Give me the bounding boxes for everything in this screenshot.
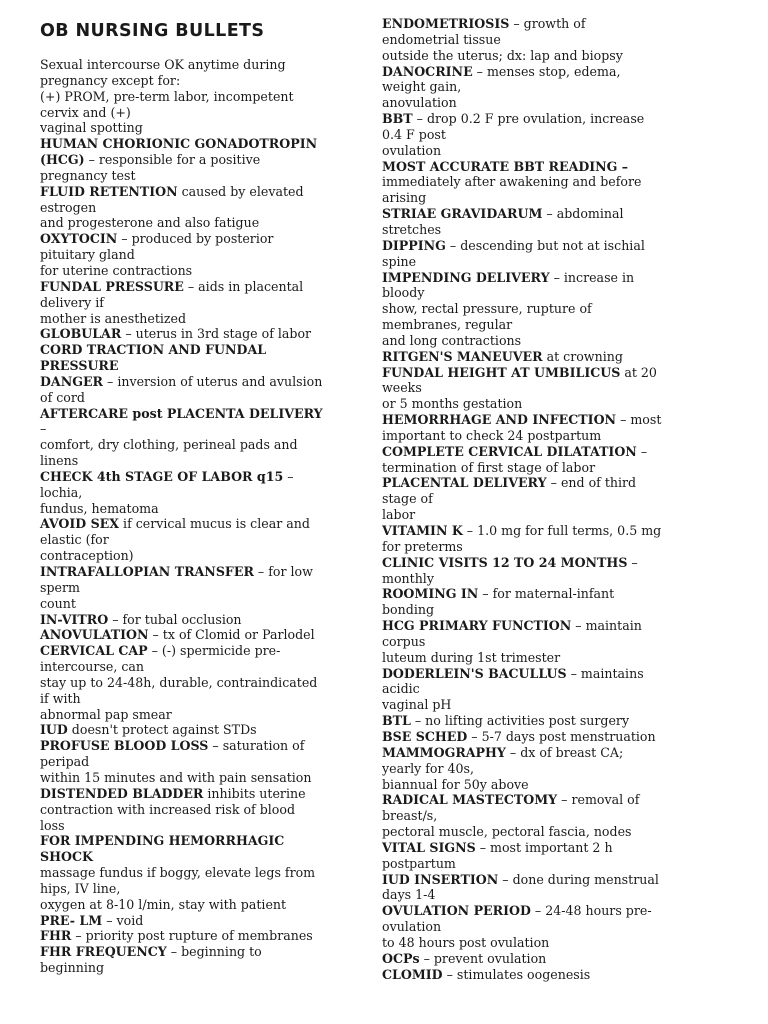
- left-entry: [40, 516, 350, 564]
- entry-text: – tx of Clomid or Parlodel: [148, 627, 315, 643]
- right-entry: [382, 586, 682, 618]
- entry-line: pregnancy except for:: [40, 72, 181, 88]
- entry-line: [382, 666, 682, 682]
- entry-line: mother is anesthetized: [40, 310, 187, 326]
- entry-line: ovulation: [382, 919, 442, 935]
- entry-term-continued: PRESSURE: [40, 358, 119, 374]
- entry-term: DANGER: [40, 373, 104, 389]
- entry-line: to 48 hours post ovulation: [382, 934, 550, 950]
- entry-line: vaginal pH: [382, 697, 452, 713]
- entry-text: – growth of: [509, 16, 586, 31]
- entry-line: corpus: [382, 633, 426, 649]
- entry-text: –: [283, 468, 294, 484]
- entry-line: biannual for 50y above: [382, 776, 529, 792]
- entry-term: DANOCRINE: [382, 63, 473, 79]
- entry-term: ENDOMETRIOSIS: [382, 16, 510, 31]
- left-entry: [40, 944, 350, 976]
- entry-term: OVULATION PERIOD: [382, 903, 531, 919]
- entry-text: – 24-48 hours pre-: [530, 903, 652, 919]
- entry-line: breast/s,: [382, 808, 438, 824]
- entry-term: RITGEN'S MANEUVER: [382, 348, 543, 364]
- entry-term: FLUID RETENTION: [40, 183, 178, 199]
- entry-text: – maintains: [566, 665, 644, 681]
- entry-line: cervix and (+): [40, 104, 131, 120]
- entry-line: contraction with increased risk of blood: [40, 801, 296, 817]
- entry-text: – void: [102, 912, 144, 928]
- entry-line: bonding: [382, 602, 435, 618]
- left-entry: [40, 57, 350, 136]
- entry-text: – saturation of: [208, 738, 305, 754]
- entry-line: [40, 152, 350, 168]
- entry-line: labor: [382, 507, 416, 523]
- right-entry: [382, 238, 682, 270]
- left-entry: [40, 928, 350, 944]
- right-column: [382, 16, 682, 982]
- entry-line: (+) PROM, pre-term labor, incompetent: [40, 88, 294, 104]
- entry-line: immediately after awakening and before: [382, 174, 642, 190]
- entry-term: IUD: [40, 722, 68, 738]
- entry-line: ovulation: [382, 142, 442, 158]
- entry-term: OCPs: [382, 950, 420, 966]
- entry-line: and long contractions: [382, 332, 522, 348]
- entry-text: at crowning: [542, 348, 623, 364]
- entry-term: ROOMING IN: [382, 586, 479, 602]
- entry-term: MOST ACCURATE BBT READING –: [382, 158, 629, 174]
- entry-term: DIPPING: [382, 237, 446, 253]
- entry-line: stay up to 24-48h, durable, contraindicated: [40, 674, 318, 690]
- entry-text: – descending but not at ischial: [445, 237, 645, 253]
- entry-line: [382, 159, 682, 175]
- entry-text: Sexual intercourse OK anytime during: [40, 57, 286, 72]
- entry-line: [40, 722, 350, 738]
- left-entry: [40, 374, 350, 406]
- entry-line: [40, 279, 350, 295]
- entry-text: – most: [616, 412, 662, 428]
- left-entry: [40, 184, 350, 232]
- entry-line: [382, 349, 682, 365]
- entry-line: sperm: [40, 579, 80, 595]
- entry-line: if with: [40, 690, 81, 706]
- entry-line: weight gain,: [382, 79, 462, 95]
- right-entry: [382, 270, 682, 349]
- entry-term: IN-VITRO: [40, 611, 109, 627]
- left-entry: [40, 643, 350, 722]
- left-entry: [40, 738, 350, 786]
- entry-line: for uterine contractions: [40, 262, 193, 278]
- entry-term: AVOID SEX: [40, 516, 120, 532]
- entry-line: vaginal spotting: [40, 120, 143, 136]
- entry-line: days 1-4: [382, 887, 436, 903]
- entry-line: [382, 523, 682, 539]
- entry-term: CORD TRACTION AND FUNDAL: [40, 342, 267, 358]
- right-entry: [382, 951, 682, 967]
- entry-line: [40, 516, 350, 532]
- entry-line: [382, 729, 682, 745]
- right-entry: [382, 475, 682, 523]
- entry-term: IUD INSERTION: [382, 871, 499, 887]
- entry-line: postpartum: [382, 855, 456, 871]
- entry-line: [40, 231, 350, 247]
- right-entry: [382, 64, 682, 112]
- entry-line: linens: [40, 453, 79, 469]
- entry-term: FHR FREQUENCY: [40, 944, 167, 960]
- entry-term: HUMAN CHORIONIC GONADOTROPIN: [40, 136, 318, 152]
- entry-line: oxygen at 8-10 l/min, stay with patient: [40, 896, 287, 912]
- entry-text: – most important 2 h: [475, 839, 613, 855]
- entry-term-continued: (HCG): [40, 152, 85, 168]
- left-entry: [40, 469, 350, 517]
- entry-term: FUNDAL HEIGHT AT UMBILICUS: [382, 364, 621, 380]
- entry-term: HCG PRIMARY FUNCTION: [382, 618, 572, 634]
- right-entry: [382, 555, 682, 587]
- left-entry: [40, 612, 350, 628]
- entry-line: endometrial tissue: [382, 31, 501, 47]
- entry-line: [382, 555, 682, 571]
- right-entry: [382, 618, 682, 666]
- entry-line: spine: [382, 253, 417, 269]
- entry-text: – (-) spermicide pre-: [147, 643, 281, 659]
- entry-term: IMPENDING DELIVERY: [382, 269, 550, 285]
- entry-line: [40, 944, 350, 960]
- entry-line: of cord: [40, 389, 85, 405]
- entry-term: STRIAE GRAVIDARUM: [382, 206, 543, 222]
- entry-line: [40, 57, 350, 73]
- right-entry: [382, 365, 682, 413]
- entry-line: [382, 270, 682, 286]
- entry-line: comfort, dry clothing, perineal pads and: [40, 437, 298, 453]
- entry-line: [382, 16, 682, 32]
- entry-text: – end of third: [546, 475, 637, 491]
- entry-line: [40, 738, 350, 754]
- left-entry: [40, 833, 350, 912]
- entry-term: BBT: [382, 111, 413, 127]
- entry-line: important to check 24 postpartum: [382, 427, 602, 443]
- entry-line: contraception): [40, 548, 134, 564]
- entry-line: [382, 840, 682, 856]
- entry-term: GLOBULAR: [40, 326, 122, 342]
- right-entry: [382, 523, 682, 555]
- left-entry: [40, 136, 350, 184]
- entry-term: CLOMID: [382, 966, 443, 982]
- entry-line: [382, 111, 682, 127]
- entry-line: [382, 206, 682, 222]
- entry-line: [40, 849, 350, 865]
- entry-term: COMPLETE CERVICAL DILATATION: [382, 443, 637, 459]
- entry-text: – inversion of uterus and avulsion: [103, 373, 323, 389]
- entry-term: AFTERCARE post PLACENTA DELIVERY: [40, 405, 323, 421]
- entry-line: monthly: [382, 570, 434, 586]
- entry-line: intercourse, can: [40, 659, 145, 675]
- entry-line: [382, 713, 682, 729]
- entry-line: luteum during 1st trimester: [382, 649, 561, 665]
- entry-line: and progesterone and also fatigue: [40, 215, 260, 231]
- right-entry: [382, 713, 682, 729]
- entry-line: [382, 64, 682, 80]
- left-entry: [40, 326, 350, 342]
- entry-text: – prevent ovulation: [419, 950, 547, 966]
- left-entry: [40, 231, 350, 279]
- entry-term: FHR: [40, 928, 72, 944]
- entry-line: membranes, regular: [382, 317, 513, 333]
- entry-term: PRE- LM: [40, 912, 103, 928]
- right-entry: [382, 840, 682, 872]
- entry-line: show, rectal pressure, rupture of: [382, 301, 592, 317]
- entry-text: – for maternal-infant: [478, 586, 615, 602]
- entry-text: –: [627, 554, 638, 570]
- entry-text: doesn't protect against STDs: [67, 722, 257, 738]
- entry-line: for preterms: [382, 538, 463, 554]
- entry-term: BSE SCHED: [382, 728, 468, 744]
- title-spacer: [40, 42, 350, 57]
- right-entry: [382, 745, 682, 793]
- entry-text: – menses stop, edema,: [472, 63, 621, 79]
- entry-text: at 20: [620, 364, 657, 380]
- entry-line: delivery if: [40, 294, 104, 310]
- entry-line: count: [40, 595, 76, 611]
- entry-text: – maintain: [571, 618, 642, 634]
- entry-line: abnormal pap smear: [40, 706, 172, 722]
- entry-line: [382, 967, 682, 983]
- entry-text: – no lifting activities post surgery: [410, 713, 630, 729]
- entry-line: [382, 412, 682, 428]
- entry-text: – beginning to: [166, 944, 262, 960]
- entry-line: [382, 618, 682, 634]
- entry-term: PROFUSE BLOOD LOSS: [40, 738, 209, 754]
- right-entry: [382, 111, 682, 159]
- entry-line: bloody: [382, 285, 425, 301]
- left-entry: [40, 564, 350, 612]
- right-entry: [382, 444, 682, 476]
- entry-term: BTL: [382, 713, 411, 729]
- entry-line: or 5 months gestation: [382, 396, 523, 412]
- entry-line: [40, 358, 350, 374]
- entry-text: – priority post rupture of membranes: [71, 928, 313, 944]
- right-entry: [382, 159, 682, 207]
- entry-term: VITAMIN K: [382, 523, 463, 538]
- entry-term: OXYTOCIN: [40, 231, 118, 247]
- entry-line: [40, 326, 350, 342]
- left-entry: [40, 406, 350, 469]
- entry-term: ANOVULATION: [40, 627, 149, 643]
- left-entry: [40, 342, 350, 374]
- entry-line: [40, 612, 350, 628]
- right-entry: [382, 666, 682, 714]
- entry-line: [40, 374, 350, 390]
- entry-line: fundus, hematoma: [40, 500, 159, 516]
- entry-line: [40, 786, 350, 802]
- entry-line: elastic (for: [40, 532, 109, 548]
- entry-line: [382, 238, 682, 254]
- right-entry: [382, 903, 682, 951]
- entry-text: – produced by posterior: [117, 231, 274, 247]
- left-entry: [40, 627, 350, 643]
- entry-line: pectoral muscle, pectoral fascia, nodes: [382, 824, 632, 840]
- entry-line: 0.4 F post: [382, 126, 446, 142]
- entry-line: [382, 586, 682, 602]
- entry-term: DODERLEIN'S BACULLUS: [382, 665, 567, 681]
- entry-line: loss: [40, 817, 65, 833]
- entry-text: – aids in placental: [183, 278, 304, 294]
- page-title: OB NURSING BULLETS: [40, 21, 265, 41]
- entry-text: inhibits uterine: [203, 785, 306, 801]
- left-entry: [40, 279, 350, 327]
- entry-line: stretches: [382, 221, 442, 237]
- entry-line: [40, 136, 350, 152]
- entry-line: [382, 903, 682, 919]
- entry-term: INTRAFALLOPIAN TRANSFER: [40, 564, 254, 579]
- entry-line: pregnancy test: [40, 167, 136, 183]
- entry-line: [40, 627, 350, 643]
- entry-line: peripad: [40, 754, 90, 770]
- entry-term: VITAL SIGNS: [382, 839, 476, 855]
- entry-term: CHECK 4th STAGE OF LABOR q15: [40, 468, 284, 484]
- entry-line: [40, 833, 350, 849]
- entry-text: – 1.0 mg for full terms, 0.5 mg: [462, 523, 662, 538]
- entry-line: weeks: [382, 380, 422, 396]
- entry-line: [382, 444, 682, 460]
- entry-text: – removal of: [557, 792, 640, 808]
- entry-term: DISTENDED BLADDER: [40, 785, 204, 801]
- entry-line: yearly for 40s,: [382, 760, 474, 776]
- left-entry: [40, 722, 350, 738]
- entry-line: acidic: [382, 681, 420, 697]
- entry-text: –: [636, 443, 648, 459]
- entry-line: arising: [382, 190, 427, 206]
- right-entry: [382, 349, 682, 365]
- entry-text: – responsible for a positive: [84, 152, 261, 168]
- entry-line: [382, 792, 682, 808]
- entry-line: [382, 872, 682, 888]
- entry-line: [382, 365, 682, 381]
- right-entry: [382, 729, 682, 745]
- right-entry: [382, 967, 682, 983]
- entry-term: MAMMOGRAPHY: [382, 744, 506, 760]
- entry-line: pituitary gland: [40, 247, 135, 263]
- entry-line: [40, 342, 350, 358]
- entry-line: [382, 745, 682, 761]
- left-column: [40, 0, 350, 976]
- entry-line: [382, 951, 682, 967]
- entry-term: HEMORRHAGE AND INFECTION: [382, 412, 617, 428]
- entry-text: – 5-7 days post menstruation: [467, 728, 656, 744]
- entry-line: [40, 406, 350, 422]
- entry-line: beginning: [40, 960, 105, 976]
- entry-term: PLACENTAL DELIVERY: [382, 475, 547, 491]
- right-entry: [382, 412, 682, 444]
- left-entry: [40, 786, 350, 834]
- entry-term-continued: SHOCK: [40, 849, 93, 865]
- entry-term: RADICAL MASTECTOMY: [382, 792, 558, 808]
- entry-line: massage fundus if boggy, elevate legs from: [40, 865, 316, 881]
- entry-line: [40, 184, 350, 200]
- entry-line: lochia,: [40, 484, 83, 500]
- entry-term: CERVICAL CAP: [40, 643, 148, 659]
- entry-text: – drop 0.2 F pre ovulation, increase: [412, 111, 645, 127]
- entry-text: caused by elevated: [177, 183, 304, 199]
- entry-text: – for low: [253, 564, 313, 579]
- right-entry: [382, 16, 682, 64]
- left-entry: [40, 913, 350, 929]
- right-entry: [382, 206, 682, 238]
- right-entry: [382, 872, 682, 904]
- entry-term: FUNDAL PRESSURE: [40, 278, 184, 294]
- entry-term: CLINIC VISITS 12 TO 24 MONTHS: [382, 554, 628, 570]
- entry-line: estrogen: [40, 199, 97, 215]
- entry-text: – done during menstrual: [498, 871, 659, 887]
- right-entry: [382, 792, 682, 840]
- entry-text: if cervical mucus is clear and: [119, 516, 310, 532]
- entry-line: –: [40, 421, 47, 437]
- entry-line: [40, 564, 350, 580]
- entry-text: – stimulates oogenesis: [442, 966, 591, 982]
- entry-line: outside the uterus; dx: lap and biopsy: [382, 47, 623, 63]
- entry-text: – dx of breast CA;: [505, 744, 624, 760]
- entry-line: termination of first stage of labor: [382, 459, 596, 475]
- entry-line: within 15 minutes and with pain sensation: [40, 769, 312, 785]
- entry-line: anovulation: [382, 95, 457, 111]
- entry-text: – uterus in 3rd stage of labor: [121, 326, 312, 342]
- entry-line: [382, 475, 682, 491]
- entry-line: [40, 643, 350, 659]
- entry-line: [40, 469, 350, 485]
- entry-text: – increase in: [549, 269, 635, 285]
- entry-line: [40, 928, 350, 944]
- entry-text: – abdominal: [542, 206, 624, 222]
- entry-term: FOR IMPENDING HEMORRHAGIC: [40, 833, 285, 849]
- entry-line: [40, 913, 350, 929]
- entry-line: stage of: [382, 491, 433, 507]
- entry-text: – for tubal occlusion: [108, 611, 242, 627]
- entry-line: hips, IV line,: [40, 880, 121, 896]
